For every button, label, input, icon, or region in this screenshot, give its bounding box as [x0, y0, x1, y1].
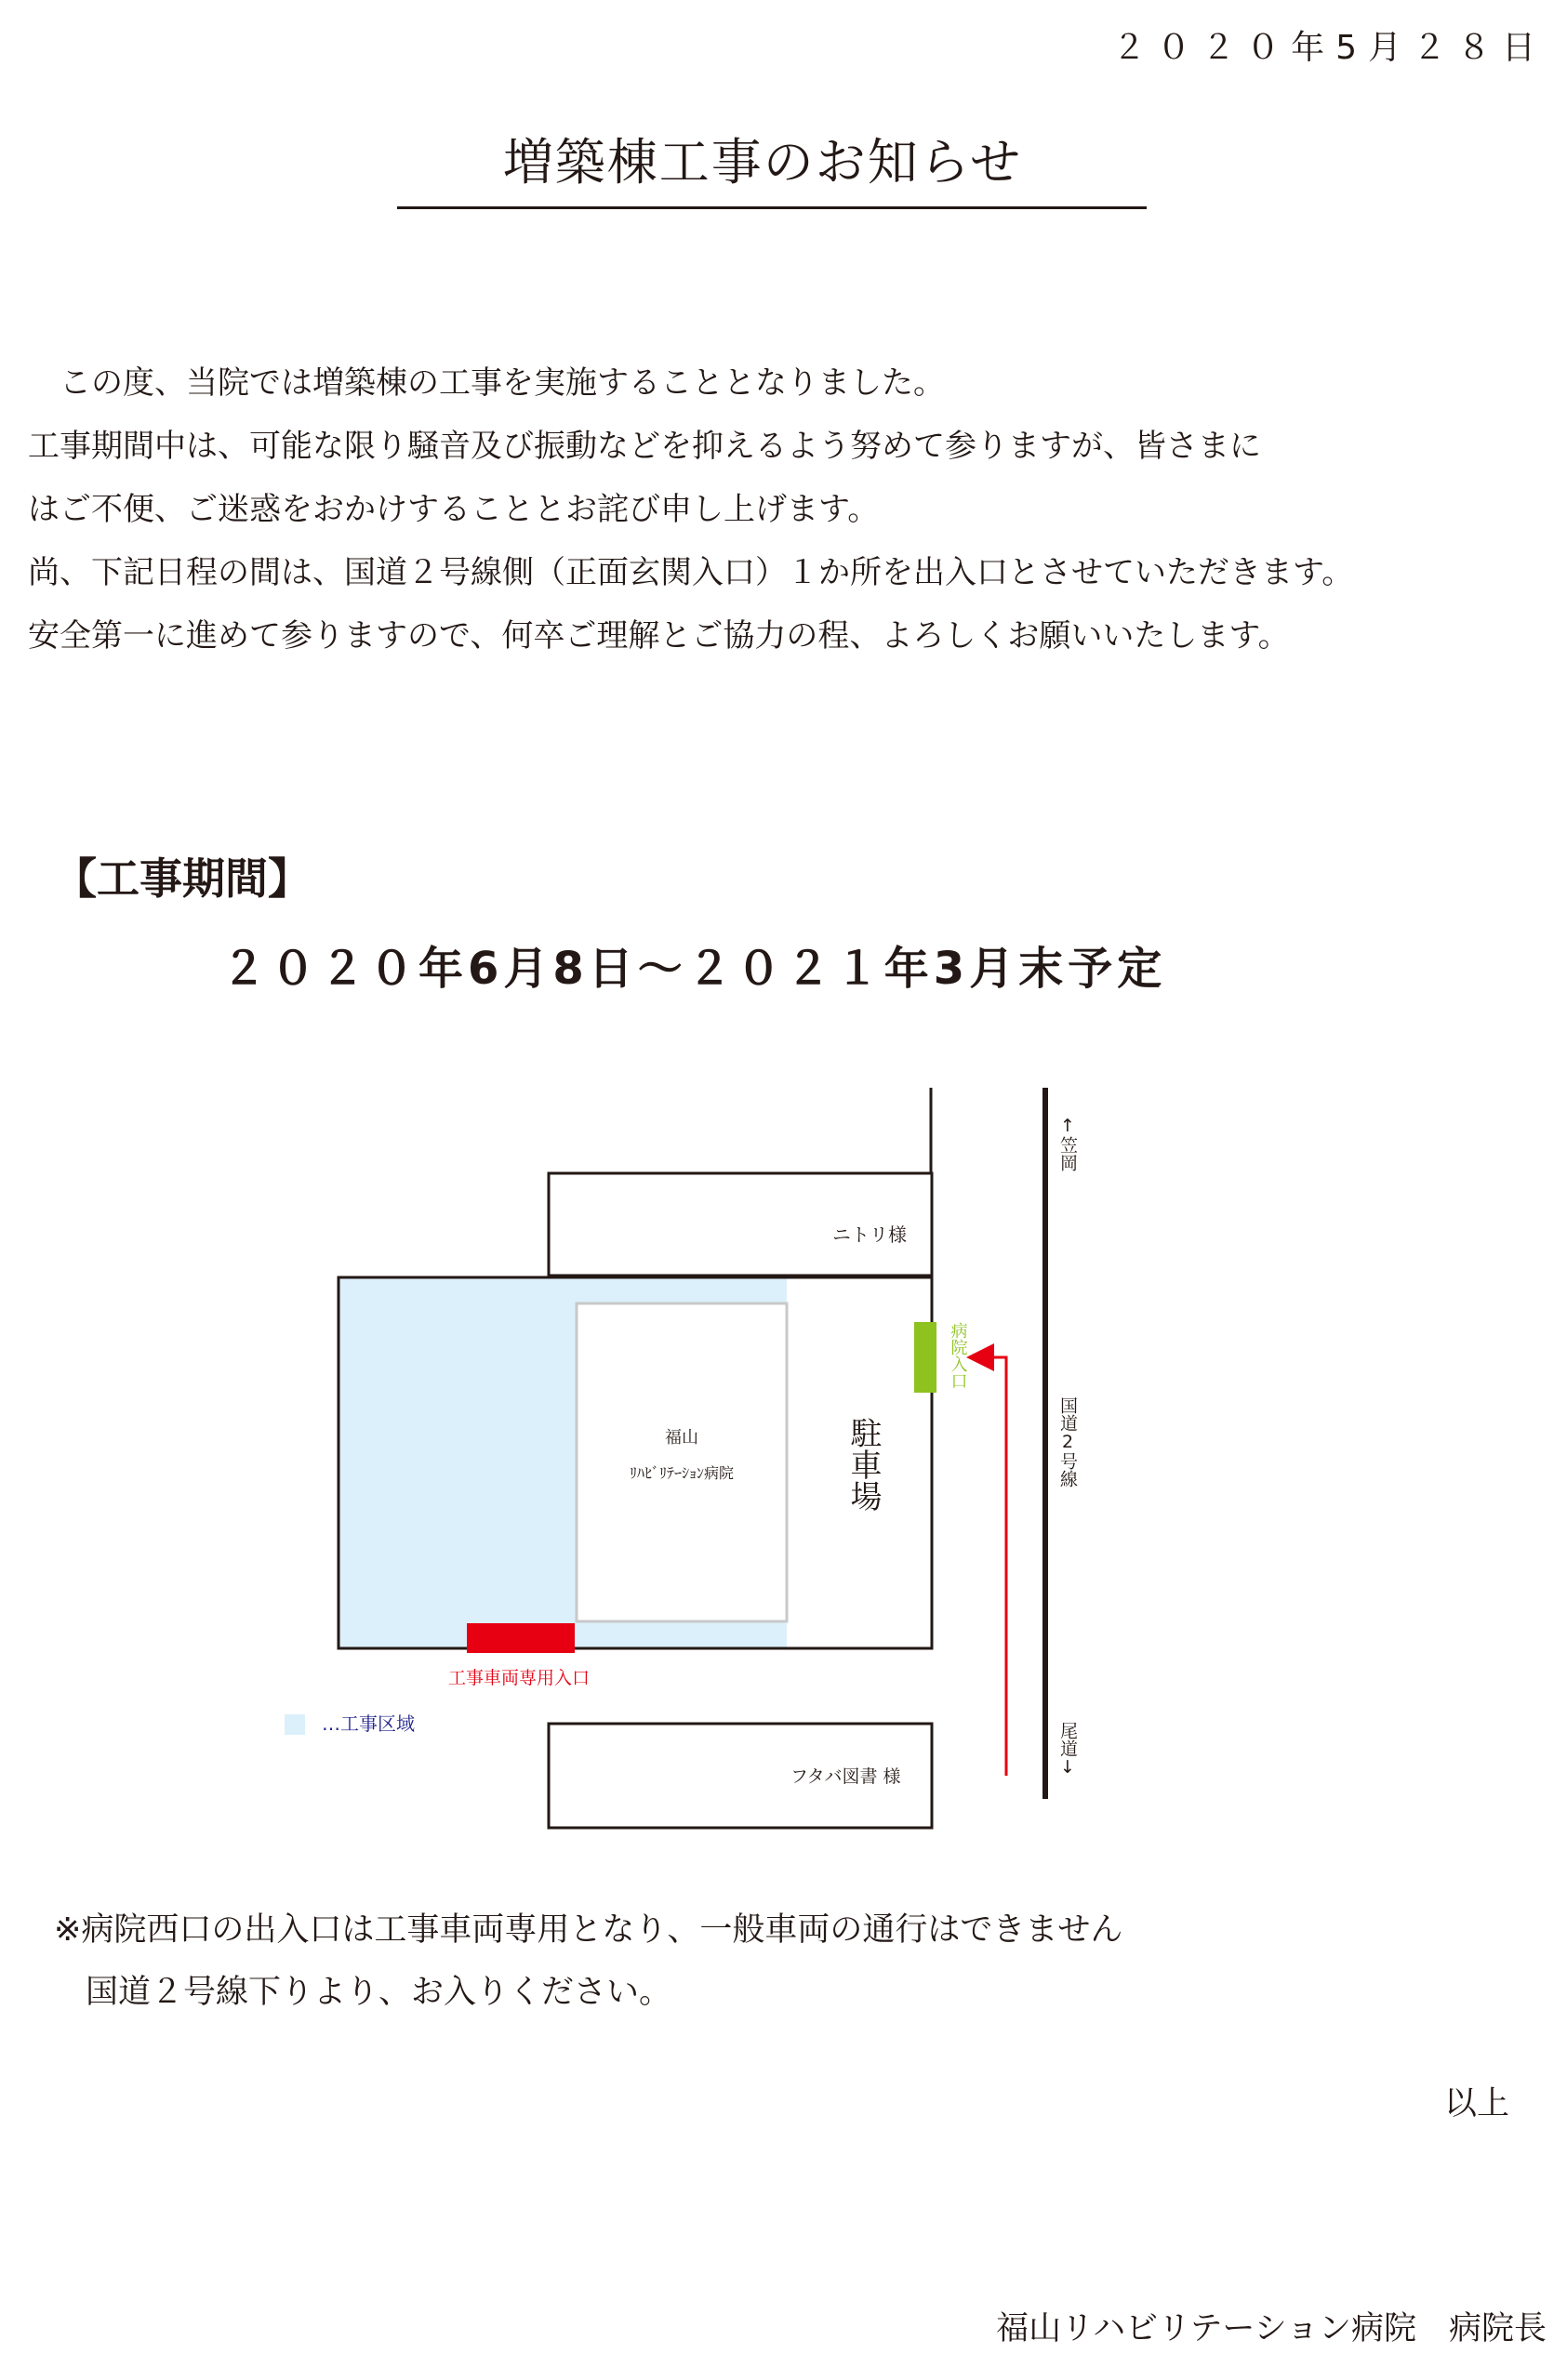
- construction-entrance-marker: [467, 1623, 575, 1653]
- legend-label: …工事区域: [322, 1712, 415, 1735]
- south-direction-label: 尾道↓: [1057, 1722, 1078, 1778]
- hospital-name-line2: ﾘﾊﾋﾞﾘﾃｰｼｮﾝ病院: [629, 1464, 735, 1482]
- road-name-label: 国道2号線: [1057, 1396, 1078, 1488]
- body-paragraph-4: 尚、下記日程の間は、国道２号線側（正面玄関入口）１か所を出入口とさせていただきます。: [28, 554, 1354, 591]
- route-arrow: [975, 1357, 1006, 1776]
- note-line-2: 国道２号線下りより、お入りください。: [86, 1974, 672, 2011]
- parking-label: 駐車場: [844, 1417, 882, 1512]
- construction-period-value: ２０２０年6月8日～２０２１年3月末予定: [221, 943, 1167, 995]
- hospital-building: [577, 1303, 787, 1621]
- neighbor-north-label: ニトリ様: [832, 1223, 907, 1246]
- legend-swatch: [285, 1714, 305, 1735]
- north-direction-label: ↑笠岡: [1057, 1116, 1078, 1171]
- signature: 福山リハビリテーション病院 病院長: [996, 2310, 1547, 2347]
- body-paragraph-1: この度、当院では増築棟の工事を実施することとなりました。: [28, 364, 945, 402]
- title-underline: [397, 206, 1147, 209]
- page-title: 増築棟工事のお知らせ: [502, 133, 1023, 192]
- site-map: [0, 1069, 1567, 1859]
- construction-period-heading: 【工事期間】: [54, 853, 311, 904]
- hospital-name-line1: 福山: [665, 1428, 698, 1448]
- main-entrance-label: 病院入口: [948, 1322, 968, 1389]
- body-paragraph-3: はご不便、ご迷惑をおかけすることとお詫び申し上げます。: [28, 491, 880, 528]
- body-paragraph-2: 工事期間中は、可能な限り騒音及び振動などを抑えるよう努めて参りますが、皆さまに: [28, 428, 1261, 465]
- neighbor-south-label: フタバ図書 様: [790, 1766, 901, 1787]
- construction-entrance-label: 工事車両専用入口: [447, 1668, 591, 1688]
- notice-date: ２０２０年5月２８日: [1112, 29, 1547, 67]
- closing-word: 以上: [1443, 2085, 1509, 2122]
- body-paragraph-5: 安全第一に進めて参りますので、何卒ご理解とご協力の程、よろしくお願いいたします。: [28, 617, 1290, 654]
- note-line-1: ※病院西口の出入口は工事車両専用となり、一般車両の通行はできません: [54, 1911, 1123, 1949]
- main-entrance-marker: [914, 1322, 936, 1393]
